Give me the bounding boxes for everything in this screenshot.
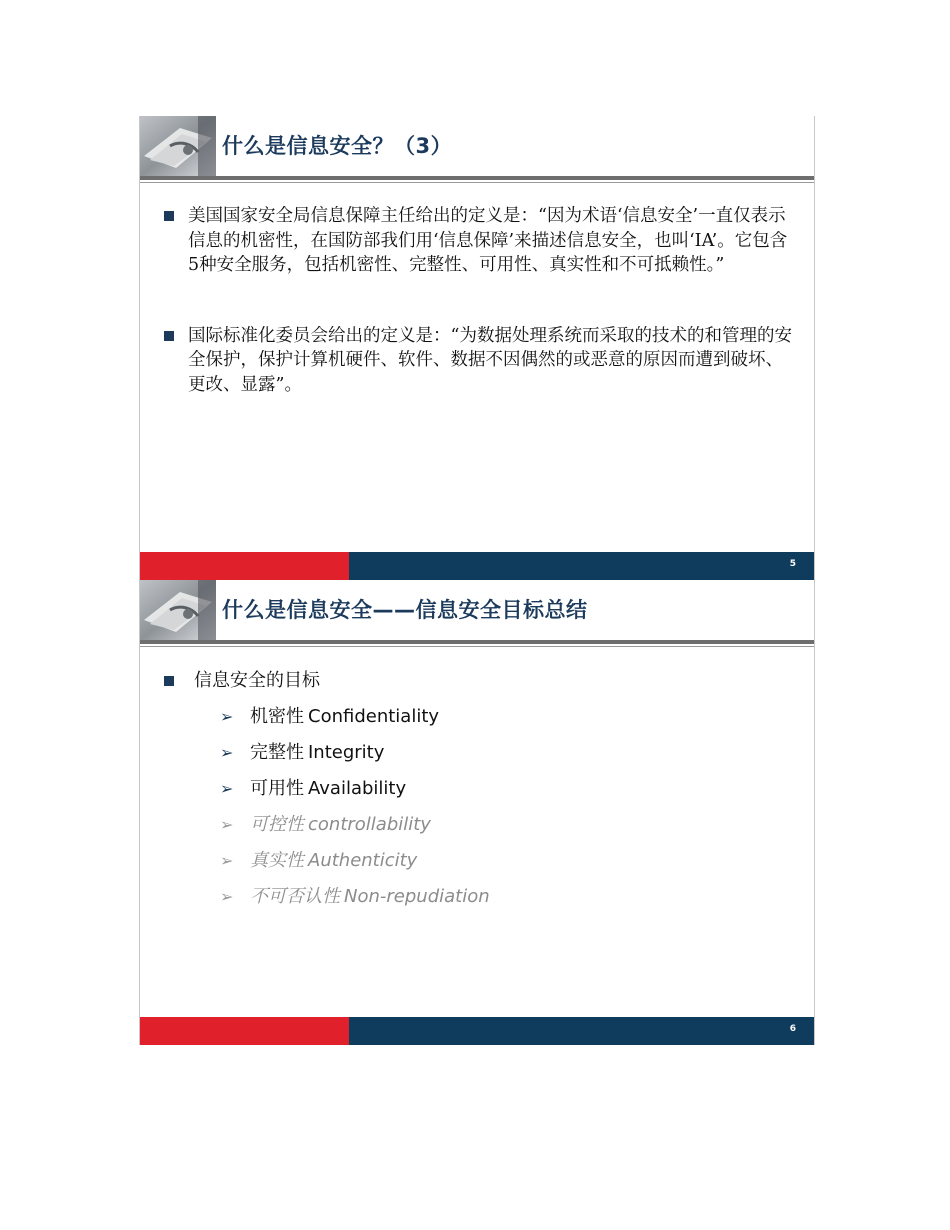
header-rule (140, 176, 814, 180)
goal-en: Non-repudiation (344, 886, 490, 907)
goal-zh: 可控性 (250, 814, 304, 835)
header-rule-thin (140, 646, 814, 647)
slide-footer (140, 552, 814, 580)
goal-en: Availability (308, 778, 407, 799)
goal-en: Authenticity (308, 850, 418, 871)
goal-zh: 不可否认性 (250, 886, 340, 907)
slide-footer (140, 1017, 814, 1045)
goal-en: controllability (308, 814, 431, 835)
square-bullet-icon (164, 211, 174, 221)
goals-section (162, 668, 798, 920)
goal-zh: 机密性 (250, 706, 304, 727)
goals-list (162, 704, 798, 910)
header-rule-thin (140, 182, 814, 183)
goals-heading-text: 信息安全的目标 (194, 670, 320, 691)
bullet-text: 美国国家安全局信息保障主任给出的定义是：“因为术语‘信息安全’一直仅表示信息的机密性，在国防部我们用‘信息保障’来描述信息安全，也叫‘IA’。它包含5种安全服务，包括机密性、完整性、可用性、真实性和不可抵赖性。” (188, 206, 788, 275)
goal-zh: 真实性 (250, 850, 304, 871)
arrowhead-bullet-icon: ➢ (220, 743, 234, 762)
arrowhead-bullet-icon: ➢ (220, 707, 234, 726)
goal-en: Confidentiality (308, 706, 440, 727)
goal-zh: 可用性 (250, 778, 304, 799)
list-item (162, 704, 798, 730)
list-item (162, 812, 798, 838)
arrowhead-bullet-icon: ➢ (220, 779, 234, 798)
page-number: 5 (789, 559, 796, 569)
page-number: 6 (789, 1024, 796, 1034)
content-list (162, 204, 798, 443)
list-item (162, 848, 798, 874)
list-item (162, 740, 798, 766)
goal-en: Integrity (308, 742, 385, 763)
list-item (162, 884, 798, 910)
list-item (162, 324, 798, 398)
header-rule (140, 640, 814, 644)
header-decorative-image (140, 116, 216, 176)
list-item (162, 776, 798, 802)
header-decorative-image (140, 580, 216, 640)
square-bullet-icon (164, 676, 174, 686)
bullet-text: 国际标准化委员会给出的定义是：“为数据处理系统而采取的技术的和管理的安全保护，保护计算机硬件、软件、数据不因偶然的或恶意的原因而遭到破坏、更改、显露”。 (188, 325, 792, 395)
footer-accent (140, 552, 349, 580)
slide-6 (139, 580, 815, 1045)
arrowhead-bullet-icon: ➢ (220, 815, 234, 834)
slide-title: 什么是信息安全？（3） (222, 134, 453, 158)
square-bullet-icon (164, 331, 174, 341)
list-item (162, 204, 798, 278)
slide-title: 什么是信息安全——信息安全目标总结 (222, 598, 588, 622)
slide-header (140, 116, 814, 180)
slide-header (140, 580, 814, 644)
footer-accent (140, 1017, 349, 1045)
slide-5 (139, 116, 815, 580)
goals-heading (162, 668, 798, 694)
goal-zh: 完整性 (250, 742, 304, 763)
arrowhead-bullet-icon: ➢ (220, 851, 234, 870)
arrowhead-bullet-icon: ➢ (220, 887, 234, 906)
